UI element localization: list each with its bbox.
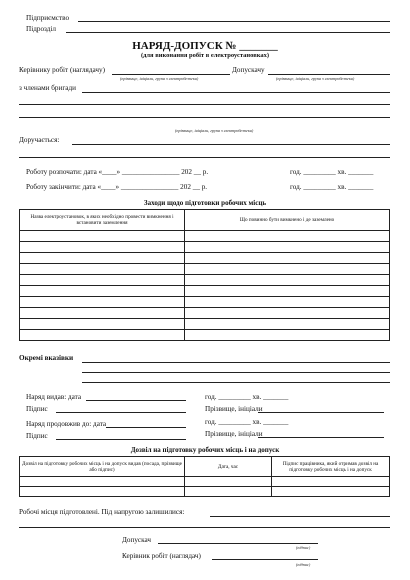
footer-admitter-hint: (підпис) — [296, 545, 311, 550]
table-row[interactable] — [20, 308, 390, 319]
admitter-field[interactable] — [268, 74, 390, 75]
table-row[interactable] — [20, 242, 390, 253]
brigade-field-3[interactable] — [19, 117, 390, 118]
table-row[interactable] — [20, 330, 390, 341]
special-field-1[interactable] — [82, 362, 390, 363]
permit-table — [19, 456, 390, 497]
prepared-field-1[interactable] — [210, 516, 390, 517]
extended-date-field[interactable] — [106, 427, 186, 428]
issued-date-field[interactable] — [86, 400, 186, 401]
table-row[interactable] — [20, 477, 390, 487]
brigade-label: з членами бригади — [19, 84, 76, 92]
extended-time-label[interactable]: год. _________ хв. _______ — [205, 418, 289, 426]
table-row[interactable] — [20, 275, 390, 286]
supervisor-hint: (прізвище, ініціали, група з електробезпеки) — [120, 76, 199, 81]
footer-admitter-label: Допускач — [122, 536, 152, 544]
permit-col2-header: Дата, час — [185, 457, 272, 477]
footer-supervisor-label: Керівник робіт (наглядач) — [122, 552, 201, 560]
special-field-2[interactable] — [82, 372, 390, 373]
extended-signature-label: Підпис — [26, 432, 48, 440]
issued-label: Наряд видав: дата — [26, 393, 82, 401]
measures-col1-header: Назва електроустановок, в яких необхідно провести вимкнення і встановити заземлення — [20, 210, 185, 231]
table-row[interactable] — [20, 297, 390, 308]
footer-admitter-signature[interactable] — [158, 543, 318, 544]
brigade-field-1[interactable] — [82, 92, 390, 93]
table-row[interactable] — [20, 487, 390, 497]
issued-signature-field[interactable] — [56, 412, 186, 413]
table-row[interactable] — [20, 319, 390, 330]
supervisor-label: Керівнику робіт (наглядачу) — [19, 66, 106, 74]
assigned-label: Доручається: — [19, 136, 60, 144]
permit-title: Дозвіл на підготовку робочих місць і на допуск — [130, 446, 280, 454]
assigned-field-1[interactable] — [72, 144, 390, 145]
special-label: Окремі вказівки — [19, 354, 74, 362]
footer-supervisor-signature[interactable] — [212, 559, 318, 560]
table-row[interactable] — [20, 231, 390, 242]
table-row[interactable] — [20, 286, 390, 297]
measures-title: Заходи щодо підготовки робочих місць — [143, 199, 267, 207]
table-row[interactable] — [20, 253, 390, 264]
enterprise-label: Підприємство — [26, 14, 70, 22]
measures-table — [19, 209, 390, 341]
issued-time-label[interactable]: год. _________ хв. _______ — [205, 393, 289, 401]
brigade-hint: (прізвище, ініціали, група з електробезпеки) — [175, 128, 254, 133]
prepared-label: Робочі місця підготовлені. Під напругою залишилися: — [19, 508, 185, 516]
form-title: НАРЯД-ДОПУСК № _______ — [132, 40, 278, 52]
division-field[interactable] — [66, 32, 390, 33]
extended-name-label: Прізвище, ініціали — [205, 430, 263, 438]
form-subtitle: (для виконання робіт в електроустановках) — [140, 52, 270, 59]
supervisor-field[interactable] — [112, 74, 230, 75]
end-time-label[interactable]: год. _________ хв. _______ — [290, 183, 374, 191]
start-time-label[interactable]: год. _________ хв. _______ — [290, 168, 374, 176]
issued-signature-label: Підпис — [26, 405, 48, 413]
extended-name-field[interactable] — [258, 437, 384, 438]
permit-col1-header: Дозвіл на підготовку робочих місць і на допуск видав (посада, прізвище або підпис) — [20, 457, 185, 477]
enterprise-field[interactable] — [78, 21, 390, 22]
measures-col2-header: Що повинно бути вимкнено і де заземлено — [185, 210, 390, 231]
special-field-3[interactable] — [82, 382, 390, 383]
end-date-label[interactable]: Роботу закінчити: дата «____» ________________ 202 __ р. — [26, 183, 208, 191]
permit-col3-header: Підпис працівника, який отримав дозвіл на підготовку робочих місць і на допуск — [272, 457, 390, 477]
admitter-hint: (прізвище, ініціали, група з електробезпеки) — [276, 76, 355, 81]
issued-name-label: Прізвище, ініціали — [205, 405, 263, 413]
admitter-label: Допускачу — [232, 66, 265, 74]
extended-label: Наряд продовжив до: дата — [26, 420, 107, 428]
assigned-field-2[interactable] — [19, 157, 390, 158]
prepared-field-2[interactable] — [19, 527, 390, 528]
table-row[interactable] — [20, 264, 390, 275]
start-date-label[interactable]: Роботу розпочати: дата «____» ________________ 202 __ р. — [26, 168, 209, 176]
extended-signature-field[interactable] — [56, 439, 186, 440]
issued-name-field[interactable] — [258, 412, 384, 413]
brigade-field-2[interactable] — [19, 104, 390, 105]
footer-supervisor-hint: (підпис) — [296, 562, 311, 567]
division-label: Підрозділ — [26, 25, 56, 33]
